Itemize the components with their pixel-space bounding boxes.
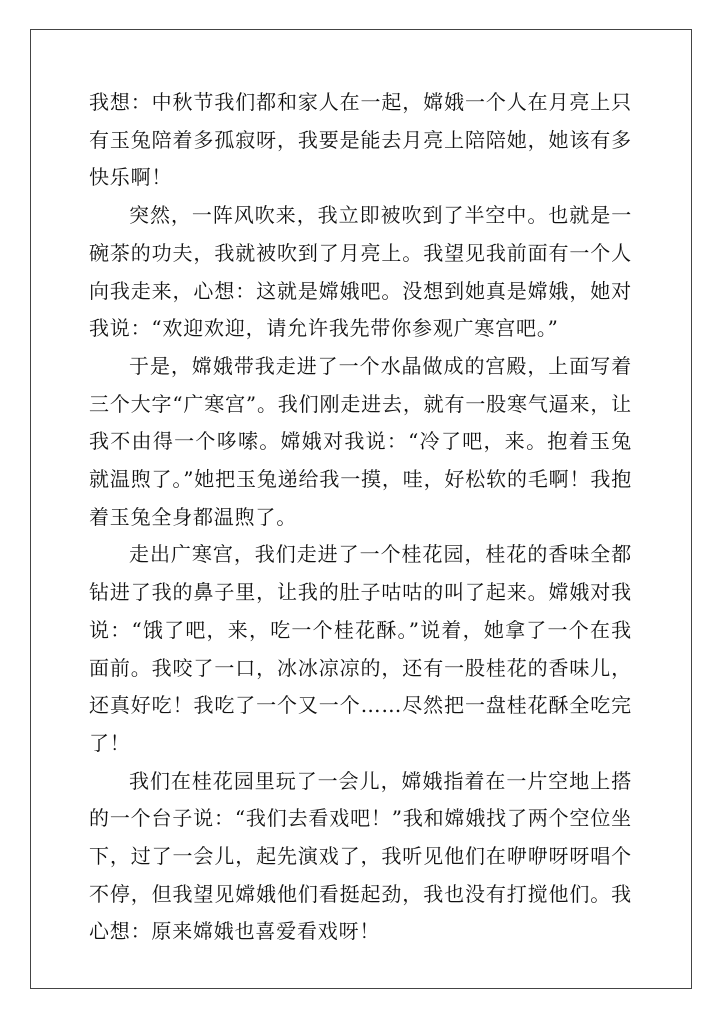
paragraph-4: 走出广寒宫，我们走进了一个桂花园，桂花的香味全都钻进了我的鼻子里，让我的肚子咕咕的叫了起来。嫦娥对我说：“饿了吧，来，吃一个桂花酥。”说着，她拿了一个在我面前。我咬了一口，冰冰凉凉的，还有一股桂花的香味儿，还真好吃！我吃了一个又一个……尽然把一盘桂花酥全吃完了！ [89,542,632,755]
paragraph-1: 我想：中秋节我们都和家人在一起，嫦娥一个人在月亮上只有玉兔陪着多孤寂呀，我要是能去月亮上陪陪她，她该有多快乐啊！ [89,90,632,190]
document-body [89,84,632,951]
paragraph-5: 我们在桂花园里玩了一会儿，嫦娥指着在一片空地上搭的一个台子说：“我们去看戏吧！”我和嫦娥找了两个空位坐下，过了一会儿，起先演戏了，我听见他们在咿咿呀呀唱个不停，但我望见嫦娥他们看挺起劲，我也没有打搅他们。我心想：原来嫦娥也喜爱看戏呀！ [89,768,632,944]
paragraph-3: 于是，嫦娥带我走进了一个水晶做成的宫殿，上面写着三个大字“广寒宫”。我们刚走进去，就有一股寒气逼来，让我不由得一个哆嗦。嫦娥对我说：“冷了吧，来。抱着玉兔就温煦了。”她把玉兔递给我一摸，哇，好松软的毛啊！我抱着玉兔全身都温煦了。 [89,353,632,529]
paragraph-2: 突然，一阵风吹来，我立即被吹到了半空中。也就是一碗茶的功夫，我就被吹到了月亮上。我望见我前面有一个人向我走来，心想：这就是嫦娥吧。没想到她真是嫦娥，她对我说：“欢迎欢迎，请允许我先带你参观广寒宫吧。” [89,203,632,341]
